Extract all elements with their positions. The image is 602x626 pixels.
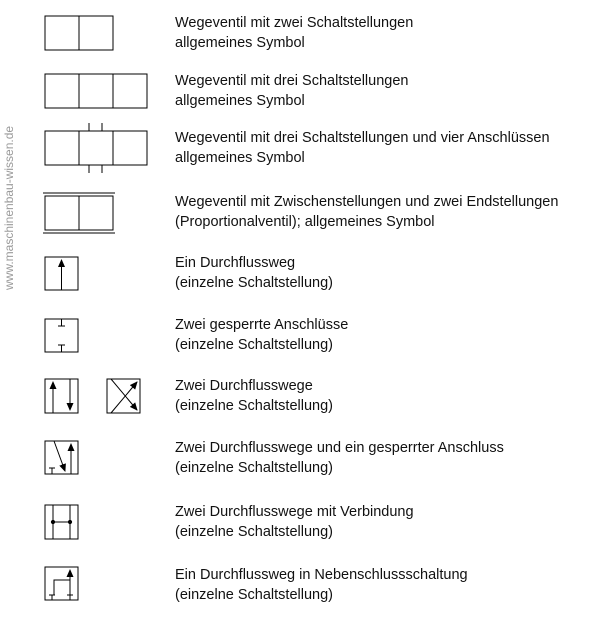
entry-title: Wegeventil mit Zwischenstellungen und zwei Endstellungen (175, 194, 559, 210)
symbol-proportional-valve (43, 193, 115, 233)
entry-one-flow-path-bypass (175, 565, 600, 605)
entry-title: Zwei gesperrte Anschlüsse (175, 317, 349, 333)
entry-two-flow-paths (175, 376, 600, 416)
watermark-text: www.maschinenbau-wissen.de (2, 125, 16, 290)
entry-title: Zwei Durchflusswege mit Verbindung (175, 504, 414, 520)
symbol-two-flow-paths-crossed (107, 379, 140, 413)
symbol-two-flow-paths-parallel (45, 379, 78, 413)
symbol-two-flow-paths-one-blocked (45, 441, 78, 474)
entry-two-flow-paths-connected (175, 502, 600, 542)
symbol-two-flow-paths-connected (45, 505, 78, 539)
symbol-three-positions-four-ports (45, 123, 147, 173)
entry-subtitle: (einzelne Schaltstellung) (175, 275, 333, 291)
symbol-one-flow-path-bypass (45, 567, 78, 600)
entry-subtitle: (einzelne Schaltstellung) (175, 337, 333, 353)
symbol-two-blocked-ports (45, 319, 78, 352)
entry-three-positions (175, 71, 600, 111)
entry-subtitle: (einzelne Schaltstellung) (175, 460, 333, 476)
entry-two-blocked-ports (175, 315, 600, 355)
entry-title: Ein Durchflussweg in Nebenschlussschaltung (175, 567, 468, 583)
symbol-three-positions (45, 74, 147, 108)
symbol-one-flow-path (45, 257, 78, 290)
entry-two-positions (175, 13, 600, 53)
entry-subtitle: (einzelne Schaltstellung) (175, 398, 333, 414)
entry-title: Wegeventil mit drei Schaltstellungen (175, 73, 409, 89)
entry-title: Wegeventil mit drei Schaltstellungen und vier Anschlüssen (175, 130, 550, 146)
entry-title: Zwei Durchflusswege (175, 378, 313, 394)
entry-subtitle: allgemeines Symbol (175, 150, 305, 166)
entry-subtitle: (Proportionalventil); allgemeines Symbol (175, 214, 435, 230)
entry-two-flow-paths-one-blocked (175, 438, 600, 478)
entry-subtitle: allgemeines Symbol (175, 35, 305, 51)
symbol-two-positions (45, 16, 113, 50)
entry-subtitle: allgemeines Symbol (175, 93, 305, 109)
entry-title: Wegeventil mit zwei Schaltstellungen (175, 15, 414, 31)
entry-subtitle: (einzelne Schaltstellung) (175, 524, 333, 540)
entry-subtitle: (einzelne Schaltstellung) (175, 587, 333, 603)
entry-three-positions-four-ports (175, 128, 600, 168)
entry-title: Zwei Durchflusswege und ein gesperrter Anschluss (175, 440, 504, 456)
entry-title: Ein Durchflussweg (175, 255, 296, 271)
entry-proportional-valve (175, 192, 600, 232)
entry-one-flow-path (175, 253, 600, 293)
